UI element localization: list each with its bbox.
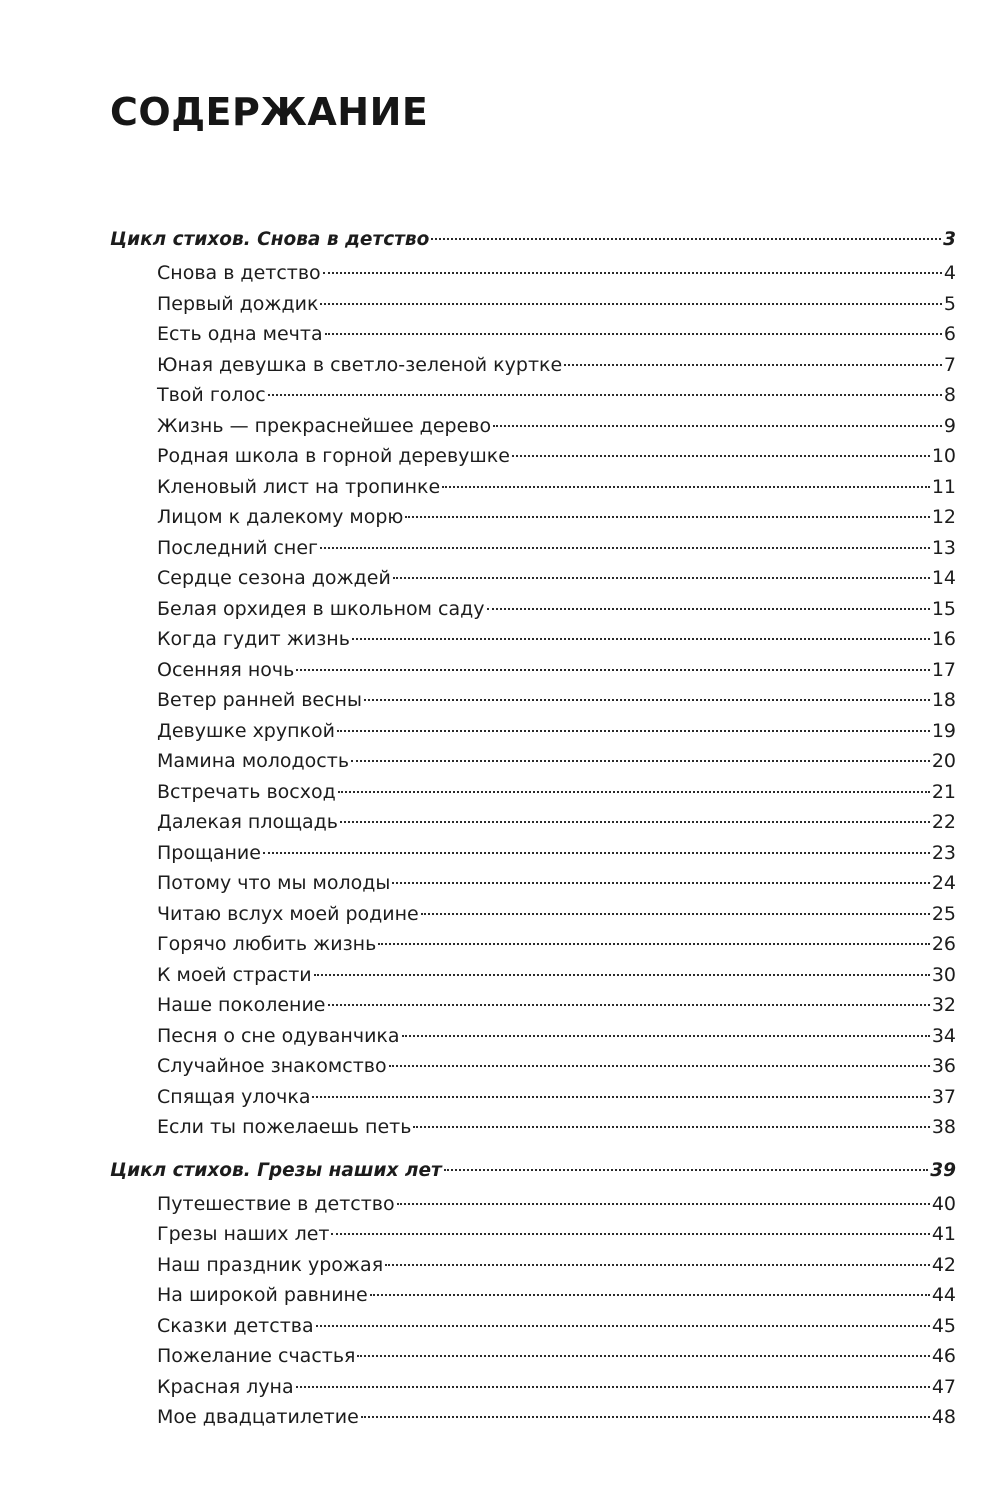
entry-title: На широкой равнине xyxy=(157,1284,368,1306)
entry-title: Наш праздник урожая xyxy=(157,1253,384,1276)
section-title: Цикл стихов. Снова в детство xyxy=(110,229,430,250)
entry-title: Потому что мы молоды xyxy=(157,872,391,894)
page-number: 20 xyxy=(931,750,956,772)
page-number: 13 xyxy=(931,536,956,559)
toc-entry xyxy=(110,655,956,686)
entry-title: Есть одна мечта xyxy=(157,323,323,345)
dot-leader xyxy=(331,1233,929,1235)
entry-title: Песня о сне одуванчика xyxy=(157,1024,400,1047)
dot-leader xyxy=(361,1416,930,1418)
dot-leader xyxy=(338,791,930,793)
toc-entry xyxy=(110,990,956,1021)
page-number: 5 xyxy=(943,292,956,315)
entry-title: Мамина молодость xyxy=(157,750,350,772)
entry-title: Путешествие в детство xyxy=(157,1192,395,1215)
page-number: 42 xyxy=(931,1253,956,1276)
page-number: 38 xyxy=(931,1116,956,1138)
entry-title: Спящая улочка xyxy=(157,1085,311,1108)
toc-entry xyxy=(110,1311,956,1342)
page-number: 15 xyxy=(931,597,956,620)
entry-title: Твой голос xyxy=(157,384,266,406)
page-number: 34 xyxy=(931,1024,956,1047)
toc-entry xyxy=(110,746,956,777)
dot-leader xyxy=(296,669,930,671)
page-number: 23 xyxy=(931,841,956,864)
page-number: 17 xyxy=(931,658,956,681)
toc-entry xyxy=(110,563,956,594)
entry-title: Родная школа в горной деревушке xyxy=(157,445,510,467)
page-number: 36 xyxy=(931,1055,956,1077)
toc-entry xyxy=(110,624,956,655)
toc-entry xyxy=(110,685,956,716)
entry-title: Далекая площадь xyxy=(157,811,338,833)
toc-entry xyxy=(110,1189,956,1220)
toc-entry xyxy=(110,380,956,411)
toc-section-heading xyxy=(110,1153,956,1189)
toc-entry xyxy=(110,319,956,350)
dot-leader xyxy=(392,882,929,884)
dot-leader xyxy=(357,1355,929,1357)
dot-leader xyxy=(320,303,941,305)
toc-section xyxy=(110,1153,956,1433)
toc-entry xyxy=(110,258,956,289)
dot-leader xyxy=(320,547,930,549)
dot-leader xyxy=(337,730,930,732)
page-number: 8 xyxy=(943,384,956,406)
toc-section-heading xyxy=(110,222,956,258)
entry-title: Снова в детство xyxy=(157,262,321,284)
page-number: 47 xyxy=(931,1375,956,1398)
toc-entry xyxy=(110,1021,956,1052)
page-number: 24 xyxy=(931,872,956,894)
entry-title: Первый дождик xyxy=(157,292,319,315)
toc-entry xyxy=(110,1112,956,1143)
entry-title: Последний снег xyxy=(157,536,319,559)
entry-title: Юная девушка в светло-зеленой куртке xyxy=(157,353,563,376)
dot-leader xyxy=(325,333,942,335)
toc-entry xyxy=(110,1372,956,1403)
entry-title: Когда гудит жизнь xyxy=(157,628,350,650)
toc-entry xyxy=(110,411,956,442)
entry-title: Белая орхидея в школьном саду xyxy=(157,597,485,620)
toc-entry xyxy=(110,716,956,747)
page-number: 11 xyxy=(931,475,956,498)
toc-entry xyxy=(110,350,956,381)
page-number: 40 xyxy=(931,1192,956,1215)
page-number: 14 xyxy=(931,567,956,589)
table-of-contents xyxy=(110,222,956,1433)
entry-title: Кленовый лист на тропинке xyxy=(157,475,441,498)
dot-leader xyxy=(314,974,930,976)
dot-leader xyxy=(405,516,929,518)
toc-entry xyxy=(110,1082,956,1113)
dot-leader xyxy=(512,455,930,457)
dot-leader xyxy=(340,821,930,823)
page-number: 44 xyxy=(931,1284,956,1306)
dot-leader xyxy=(351,760,930,762)
entry-title: Случайное знакомство xyxy=(157,1055,387,1077)
page-number: 32 xyxy=(931,994,956,1016)
dot-leader xyxy=(402,1035,930,1037)
dot-leader xyxy=(442,486,930,488)
dot-leader xyxy=(263,852,930,854)
page-number: 46 xyxy=(931,1345,956,1367)
toc-entry xyxy=(110,868,956,899)
entry-title: Пожелание счастья xyxy=(157,1345,356,1367)
entry-title: Горячо любить жизнь xyxy=(157,933,377,955)
page-number: 25 xyxy=(931,902,956,925)
dot-leader xyxy=(296,1386,930,1388)
toc-entry xyxy=(110,533,956,564)
entry-title: Грезы наших лет xyxy=(157,1223,330,1245)
dot-leader xyxy=(352,638,930,640)
entry-title: К моей страсти xyxy=(157,963,312,986)
toc-entry xyxy=(110,289,956,320)
page-number: 30 xyxy=(931,963,956,986)
toc-entry xyxy=(110,777,956,808)
entry-title: Читаю вслух моей родине xyxy=(157,902,419,925)
page-number: 19 xyxy=(931,719,956,742)
dot-leader xyxy=(268,394,942,396)
dot-leader xyxy=(316,1325,930,1327)
dot-leader xyxy=(493,425,942,427)
entry-title: Жизнь — прекраснейшее дерево xyxy=(157,414,492,437)
dot-leader xyxy=(397,1203,930,1205)
entry-title: Встречать восход xyxy=(157,780,336,803)
entry-title: Мое двадцатилетие xyxy=(157,1406,359,1428)
toc-entry xyxy=(110,807,956,838)
toc-section xyxy=(110,222,956,1143)
dot-leader xyxy=(421,913,930,915)
entry-title: Осенняя ночь xyxy=(157,658,295,681)
toc-entry xyxy=(110,1219,956,1250)
page-number: 3 xyxy=(943,229,956,250)
dot-leader xyxy=(444,1169,929,1171)
toc-entry xyxy=(110,502,956,533)
dot-leader xyxy=(312,1096,929,1098)
page-number: 37 xyxy=(931,1085,956,1108)
page-number: 12 xyxy=(931,506,956,528)
dot-leader xyxy=(370,1294,930,1296)
page-title: СОДЕРЖАНИЕ xyxy=(110,90,429,134)
toc-entry xyxy=(110,960,956,991)
page-number: 22 xyxy=(931,811,956,833)
page-number: 4 xyxy=(943,262,956,284)
page-number: 18 xyxy=(931,689,956,711)
toc-entry xyxy=(110,838,956,869)
toc-entry xyxy=(110,1280,956,1311)
dot-leader xyxy=(413,1126,929,1128)
page-number: 41 xyxy=(931,1223,956,1245)
page-number: 39 xyxy=(930,1159,956,1181)
page-number: 48 xyxy=(931,1406,956,1428)
entry-title: Сказки детства xyxy=(157,1314,314,1337)
dot-leader xyxy=(431,238,941,240)
page-number: 26 xyxy=(931,933,956,955)
dot-leader xyxy=(564,364,942,366)
entry-title: Красная луна xyxy=(157,1375,294,1398)
entry-title: Лицом к далекому морю xyxy=(157,506,404,528)
entry-title: Сердце сезона дождей xyxy=(157,567,391,589)
dot-leader xyxy=(385,1264,930,1266)
toc-entry xyxy=(110,1341,956,1372)
dot-leader xyxy=(328,1004,930,1006)
dot-leader xyxy=(389,1065,930,1067)
toc-entry xyxy=(110,929,956,960)
dot-leader xyxy=(378,943,930,945)
dot-leader xyxy=(487,608,930,610)
dot-leader xyxy=(393,577,930,579)
section-title: Цикл стихов. Грезы наших лет xyxy=(110,1159,442,1181)
entry-title: Наше поколение xyxy=(157,994,326,1016)
entry-title: Прощание xyxy=(157,841,261,864)
entry-title: Если ты пожелаешь петь xyxy=(157,1116,412,1138)
dot-leader xyxy=(364,699,930,701)
toc-entry xyxy=(110,594,956,625)
page-number: 21 xyxy=(931,780,956,803)
page-number: 7 xyxy=(943,353,956,376)
page-number: 10 xyxy=(931,445,956,467)
dot-leader xyxy=(323,272,942,274)
entry-title: Ветер ранней весны xyxy=(157,689,362,711)
page-number: 6 xyxy=(943,323,956,345)
toc-entry xyxy=(110,1051,956,1082)
page-number: 45 xyxy=(931,1314,956,1337)
page-number: 9 xyxy=(943,414,956,437)
entry-title: Девушке хрупкой xyxy=(157,719,335,742)
toc-entry xyxy=(110,1402,956,1433)
toc-entry xyxy=(110,441,956,472)
toc-entry xyxy=(110,472,956,503)
toc-entry xyxy=(110,899,956,930)
toc-entry xyxy=(110,1250,956,1281)
page-number: 16 xyxy=(931,628,956,650)
